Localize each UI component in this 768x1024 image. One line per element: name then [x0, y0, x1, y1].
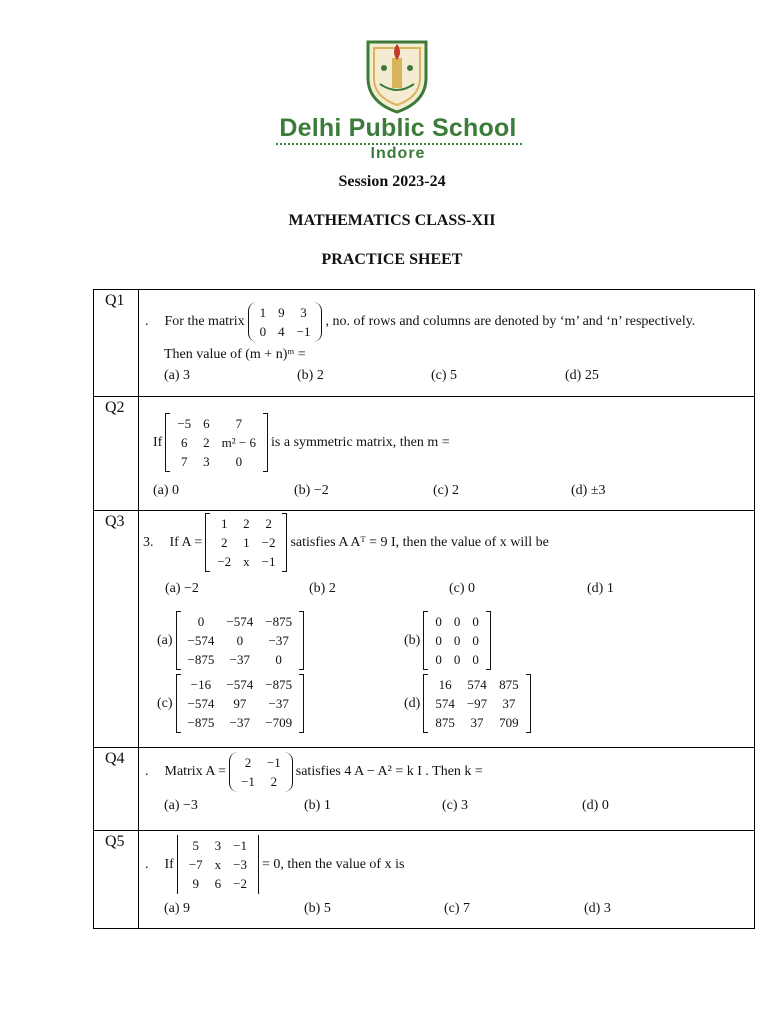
matrix-entry: 6 — [203, 416, 210, 431]
option-d: (d) 0 — [582, 798, 609, 813]
question-text: If — [164, 856, 174, 872]
option-a: (a) 9 — [164, 901, 191, 916]
option-b: (b) 5 — [304, 901, 331, 916]
questions-table — [93, 289, 755, 929]
matrix-entry: −875 — [265, 677, 293, 692]
question-cell — [139, 831, 755, 929]
matrix-entry: 2 — [243, 516, 250, 531]
matrix-entry: 0 — [236, 633, 244, 648]
matrix-entry: −16 — [190, 677, 212, 692]
question-prefix: . — [145, 314, 149, 329]
question-prefix: . — [145, 856, 149, 872]
question-row — [94, 511, 755, 748]
question-text: If A = — [169, 534, 203, 550]
question-row — [94, 397, 755, 511]
option-b: (b) 1 — [304, 798, 331, 813]
option-c: (c) 2 — [433, 483, 460, 498]
matrix-entry: 0 — [435, 633, 442, 648]
question-cell — [139, 748, 755, 831]
question-number: Q4 — [94, 748, 139, 831]
question-cell — [139, 397, 755, 511]
question-matrix — [229, 752, 293, 792]
matrix-entry: −2 — [233, 876, 248, 891]
question-text: is a symmetric matrix, then m = — [271, 434, 450, 450]
matrix-entry: 0 — [197, 614, 205, 629]
option-d: (d) 1 — [587, 581, 614, 596]
question-row — [94, 748, 755, 831]
matrix-entry: 2 — [203, 435, 210, 450]
matrix-entry: −875 — [187, 652, 215, 667]
question-text: , no. of rows and columns are denoted by ‘m’ and ‘n’ respectively. — [325, 314, 696, 329]
option-c: (c) 5 — [431, 368, 458, 383]
matrix-entry: 709 — [499, 715, 519, 730]
sheet-heading: PRACTICE SHEET — [321, 251, 463, 268]
matrix-entry: 1 — [243, 535, 250, 550]
matrix-entry: 0 — [472, 614, 479, 629]
question-determinant — [177, 835, 259, 894]
matrix-entry: 37 — [470, 715, 484, 730]
question-text: If — [153, 434, 163, 450]
sub-option-label: (b) — [404, 632, 421, 648]
matrix-entry: −574 — [226, 677, 254, 692]
matrix-entry: 574 — [435, 696, 455, 711]
school-city: Indore — [370, 145, 426, 162]
matrix-entry: 0 — [453, 652, 461, 667]
matrix-entry: −37 — [268, 633, 289, 648]
option-c: (c) 7 — [444, 901, 471, 916]
sub-option-matrix — [423, 611, 491, 670]
matrix-entry: −1 — [296, 324, 311, 339]
matrix-entry: 97 — [233, 696, 247, 711]
question-row — [94, 831, 755, 929]
matrix-entry: −5 — [177, 416, 192, 431]
sub-option-matrix — [423, 674, 530, 733]
matrix-entry: −2 — [217, 554, 232, 569]
question-prefix: . — [145, 764, 149, 779]
matrix-entry: −37 — [268, 696, 289, 711]
matrix-entry: −37 — [229, 715, 250, 730]
matrix-entry: 1 — [259, 305, 267, 320]
option-d: (d) 25 — [565, 368, 599, 383]
matrix-entry: 875 — [435, 715, 455, 730]
question-number: Q5 — [94, 831, 139, 929]
matrix-entry: 2 — [265, 516, 272, 531]
matrix-entry: −1 — [261, 554, 276, 569]
option-b: (b) 2 — [309, 581, 336, 596]
question-matrix — [248, 302, 323, 342]
matrix-entry: 574 — [467, 677, 487, 692]
option-a: (a) −3 — [164, 798, 198, 813]
sub-option-matrix — [176, 674, 305, 733]
option-b: (b) −2 — [294, 483, 329, 498]
matrix-entry: 2 — [244, 755, 252, 770]
matrix-entry: 0 — [275, 652, 282, 667]
option-c: (c) 3 — [442, 798, 469, 813]
question-number: Q2 — [94, 397, 139, 511]
matrix-entry: 7 — [181, 454, 188, 469]
question-line2: Then value of (m + n)ᵐ = — [164, 347, 306, 362]
matrix-entry: 3 — [214, 838, 222, 853]
option-d: (d) ±3 — [571, 483, 606, 498]
matrix-entry: −7 — [188, 857, 203, 872]
option-b: (b) 2 — [297, 368, 324, 383]
matrix-entry: −97 — [466, 696, 488, 711]
sub-option-matrix — [176, 611, 305, 670]
matrix-entry: 7 — [235, 416, 243, 431]
matrix-entry: 0 — [472, 652, 479, 667]
sub-option-d — [404, 674, 534, 733]
matrix-entry: 16 — [438, 677, 452, 692]
question-cell — [139, 290, 755, 397]
option-a: (a) 0 — [153, 483, 180, 498]
school-crest-logo — [362, 34, 432, 114]
matrix-entry: −574 — [187, 696, 215, 711]
sub-option-a — [157, 611, 307, 670]
matrix-entry: 0 — [453, 614, 461, 629]
question-number: Q1 — [94, 290, 139, 397]
sub-option-label: (a) — [157, 632, 173, 648]
matrix-entry: −37 — [229, 652, 250, 667]
question-row — [94, 290, 755, 397]
matrix-entry: 0 — [235, 454, 243, 469]
question-text: satisfies 4 A − A² = k I . Then k = — [295, 764, 483, 779]
matrix-entry: 2 — [270, 774, 278, 789]
matrix-entry: −3 — [233, 857, 248, 872]
sub-option-b — [404, 611, 494, 670]
option-a: (a) −2 — [165, 581, 199, 596]
question-text: Matrix A = — [164, 764, 227, 779]
question-prefix: 3. — [143, 534, 154, 550]
matrix-entry: −574 — [187, 633, 215, 648]
question-text: = 0, then the value of x is — [262, 856, 405, 872]
sub-option-label: (d) — [404, 695, 421, 711]
matrix-entry: 9 — [192, 876, 199, 891]
school-name: Delhi Public School — [279, 114, 517, 142]
matrix-entry: 3 — [300, 305, 307, 320]
matrix-entry: −709 — [265, 715, 293, 730]
matrix-entry: 1 — [220, 516, 228, 531]
matrix-entry: −875 — [187, 715, 215, 730]
question-text: For the matrix — [164, 314, 245, 329]
subject-heading: MATHEMATICS CLASS-XII — [288, 212, 496, 229]
question-number: Q3 — [94, 511, 139, 748]
matrix-entry: x — [214, 857, 222, 872]
option-a: (a) 3 — [164, 368, 191, 383]
matrix-entry: 0 — [259, 324, 267, 339]
option-c: (c) 0 — [449, 581, 476, 596]
session-heading: Session 2023-24 — [338, 173, 446, 190]
matrix-entry: −1 — [233, 838, 248, 853]
question-cell — [139, 511, 755, 748]
sub-option-c — [157, 674, 307, 733]
matrix-entry: −1 — [266, 755, 281, 770]
matrix-entry: 6 — [214, 876, 222, 891]
matrix-entry: 6 — [181, 435, 188, 450]
matrix-entry: −574 — [226, 614, 254, 629]
matrix-entry: 0 — [453, 633, 461, 648]
matrix-entry: 5 — [192, 838, 199, 853]
matrix-entry: 37 — [502, 696, 516, 711]
matrix-entry: 4 — [278, 324, 285, 339]
question-matrix — [165, 413, 268, 472]
matrix-entry: 0 — [435, 652, 442, 667]
matrix-entry: 9 — [278, 305, 285, 320]
matrix-entry: 2 — [220, 535, 228, 550]
option-d: (d) 3 — [584, 901, 611, 916]
matrix-entry: 0 — [435, 614, 442, 629]
matrix-entry: 3 — [203, 454, 210, 469]
matrix-entry: 875 — [499, 677, 519, 692]
matrix-entry: x — [243, 554, 250, 569]
question-text: satisfies A Aᵀ = 9 I, then the value of x will be — [290, 534, 549, 550]
matrix-entry: −875 — [265, 614, 293, 629]
question-matrix — [205, 513, 287, 572]
matrix-entry: −2 — [261, 535, 276, 550]
matrix-entry: m² − 6 — [221, 435, 257, 450]
sub-option-label: (c) — [157, 695, 173, 711]
matrix-entry: −1 — [241, 774, 255, 789]
matrix-entry: 0 — [472, 633, 479, 648]
